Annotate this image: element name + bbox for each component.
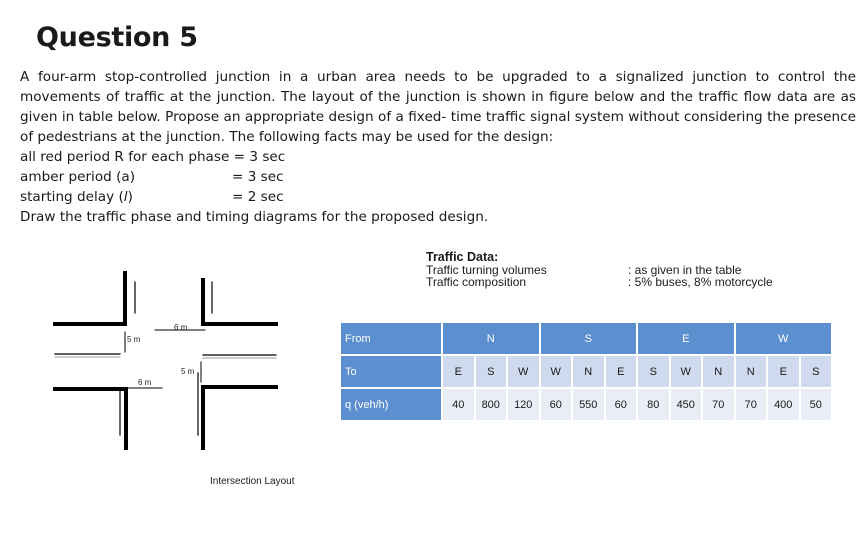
fact-value: = 3 sec [232,169,284,185]
table-cell: S [475,355,508,388]
from-row [340,322,832,355]
to-row [340,355,832,388]
layout-caption: Intersection Layout [210,476,295,487]
fact-amber [20,167,856,187]
table-cell: 400 [767,388,800,421]
to-label: To [340,355,442,388]
fact-label-symbol: l [123,189,128,205]
q-label: q (veh/h) [340,388,442,421]
from-group-n: N [442,322,540,355]
fact-label: all red period R for each phase [20,149,230,165]
table-cell: 80 [637,388,670,421]
q-row [340,388,832,421]
table-cell: N [702,355,735,388]
road-edges [55,273,276,448]
traffic-data-block [426,251,773,289]
fact-value: = 2 sec [232,189,284,205]
table-cell: W [540,355,573,388]
table-cell: W [507,355,540,388]
intersection-layout-diagram [50,270,290,490]
question-title: Question 5 [36,22,198,53]
fact-all-red [20,147,856,167]
table-cell: 60 [540,388,573,421]
traffic-data-value: : as given in the table [628,262,742,277]
table-cell: N [735,355,768,388]
table-cell: E [605,355,638,388]
from-label: From [340,322,442,355]
table-cell: 60 [605,388,638,421]
table-cell: 70 [702,388,735,421]
traffic-data-value: : 5% buses, 8% motorcycle [628,275,773,289]
dim-label-right: 5 m [181,367,195,376]
table-cell: W [670,355,703,388]
table-cell: S [637,355,670,388]
table-cell: 70 [735,388,768,421]
fact-value: = 3 sec [233,149,286,165]
fact-starting-delay [20,187,856,207]
dim-label-top: 6 m [174,323,188,332]
table-cell: 800 [475,388,508,421]
problem-paragraph: A four-arm stop-controlled junction in a urban area needs to be upgraded to a signalized junction to control the movements of traffic at the junction. The layout of the junction is shown in figure below and the traffic flow data are as given in table below. Propose an appropriate design of a fixed- time traffic signal system without considering the presence of pedestrians at the junction. The following facts may be used for the design: [20,69,856,145]
traffic-data-label: Traffic composition [426,275,527,289]
table-cell: E [767,355,800,388]
traffic-data-label: Traffic turning volumes [426,262,547,277]
table-cell: 550 [572,388,605,421]
table-cell: 50 [800,388,833,421]
dim-label-left: 5 m [127,335,141,344]
table-cell: S [800,355,833,388]
fact-label-close: ) [127,189,133,205]
traffic-data-row [426,276,773,289]
dim-label-bottom: 6 m [138,378,152,387]
table-cell: N [572,355,605,388]
fact-label-text: starting delay ( [20,189,124,205]
traffic-data-heading: Traffic Data: [426,250,499,264]
table-cell: 450 [670,388,703,421]
from-group-e: E [637,322,735,355]
table-cell: 40 [442,388,475,421]
table-cell: 120 [507,388,540,421]
from-group-s: S [540,322,638,355]
question-body [20,67,856,227]
fact-label [20,187,232,207]
from-group-w: W [735,322,833,355]
table-cell: E [442,355,475,388]
instruction: Draw the traffic phase and timing diagrams for the proposed design. [20,209,489,225]
traffic-flow-table [339,321,833,422]
fact-label: amber period (a) [20,169,136,185]
